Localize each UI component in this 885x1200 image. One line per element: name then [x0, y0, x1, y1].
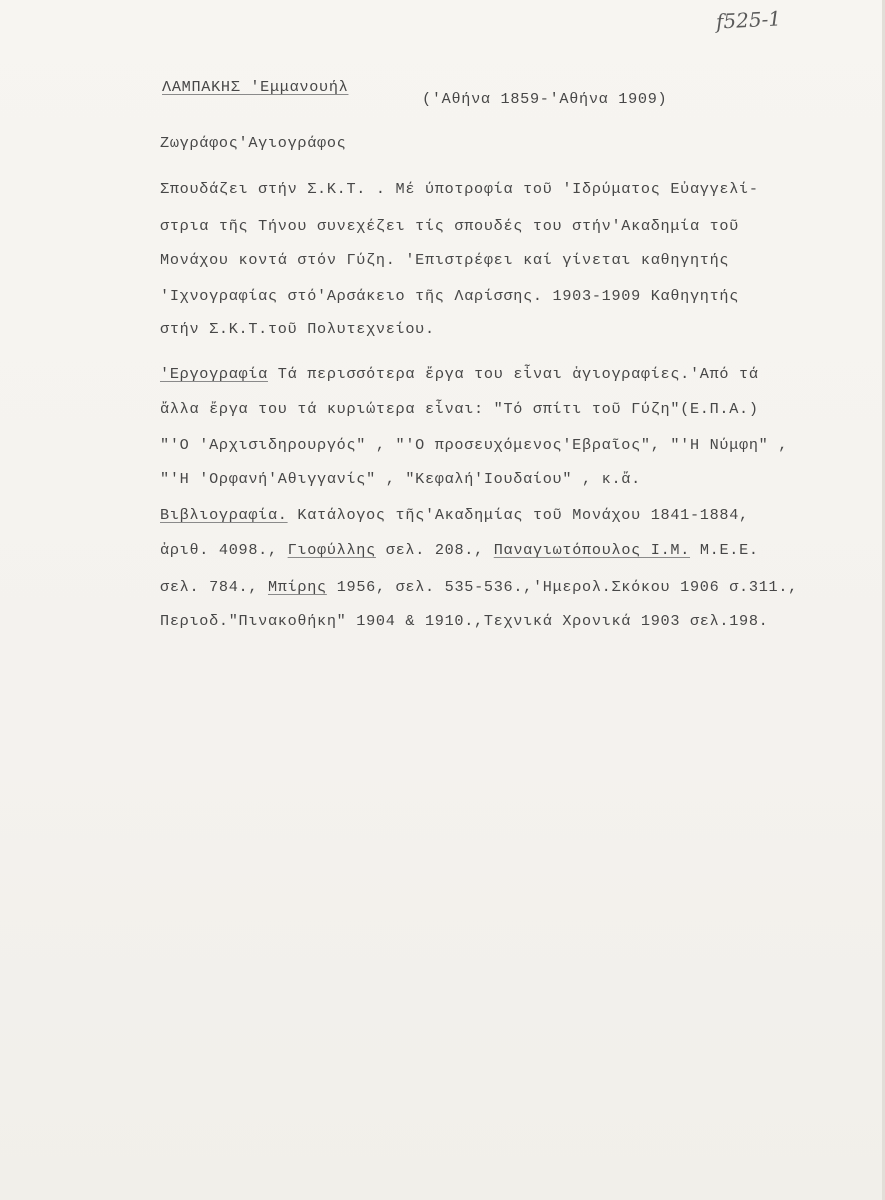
bibliography-text: σελ. 784., [160, 578, 259, 596]
bibliography-author: Μπίρης [267, 578, 327, 596]
profession: Ζωγράφος'Αγιογράφος [160, 134, 347, 152]
bibliography-text: Μ.Ε.Ε. [699, 541, 759, 559]
bibliography-line [160, 506, 749, 524]
handwritten-reference: f525-1 [715, 6, 782, 34]
bibliography-label: Βιβλιογραφία. [160, 506, 288, 524]
works-line: ἄλλα ἔργα του τά κυριώτερα εἶναι: "Τό σπίτι τοῦ Γύζη"(Ε.Π.Α.) [160, 400, 759, 418]
bibliography-text: σελ. 208., [385, 541, 484, 559]
bio-line: στήν Σ.Κ.Τ.τοῦ Πολυτεχνείου. [160, 320, 435, 338]
bio-line: Μονάχου κοντά στόν Γύζη. 'Επιστρέφει καί γίνεται καθηγητής [160, 251, 730, 269]
bibliography-text: Κατάλογος τῆς'Ακαδημίας τοῦ Μονάχου 1841-1884, [297, 506, 749, 524]
bio-line: 'Ιχνογραφίας στό'Αρσάκειο τῆς Λαρίσσης. 1903-1909 Καθηγητής [160, 287, 740, 305]
bibliography-line [160, 541, 759, 559]
bibliography-text: 1956, σελ. 535-536.,'Ημερολ.Σκόκου 1906 σ.311., [336, 578, 798, 596]
bio-line: στρια τῆς Τήνου συνεχέζει τίς σπουδές του στήν'Ακαδημία τοῦ [160, 217, 740, 235]
artist-dates: ('Αθήνα 1859-'Αθήνα 1909) [422, 90, 668, 108]
bibliography-line [160, 578, 798, 596]
works-line: "'Ο 'Αρχισιδηρουργός" , "'Ο προσευχόμενος'Εβραῖος", "'Η Νύμφη" , [160, 436, 789, 454]
works-line: "'Η 'Ορφανή'Αθιγγανίς" , "Κεφαλή'Ιουδαίου" , κ.ἄ. [160, 470, 641, 488]
works-text: Τά περισσότερα ἔργα του εἶναι ἁγιογραφίες.'Από τά [277, 365, 759, 383]
artist-name: ΛΑΜΠΑΚΗΣ 'Εμμανουήλ [162, 78, 349, 96]
bibliography-author: Παναγιωτόπουλος Ι.Μ. [493, 541, 691, 559]
works-label: 'Εργογραφία [160, 365, 268, 383]
bibliography-line: Περιοδ."Πινακοθήκη" 1904 & 1910.,Τεχνικά Χρονικά 1903 σελ.198. [160, 612, 769, 630]
works-line [160, 365, 759, 383]
bibliography-text: ἀριθ. 4098., [160, 541, 278, 559]
bio-line: Σπουδάζει στήν Σ.Κ.Τ. . Μέ ύποτροφία τοῦ 'Ιδρύματος Εὐαγγελί- [160, 180, 759, 198]
bibliography-author: Γιοφύλλης [287, 541, 376, 559]
